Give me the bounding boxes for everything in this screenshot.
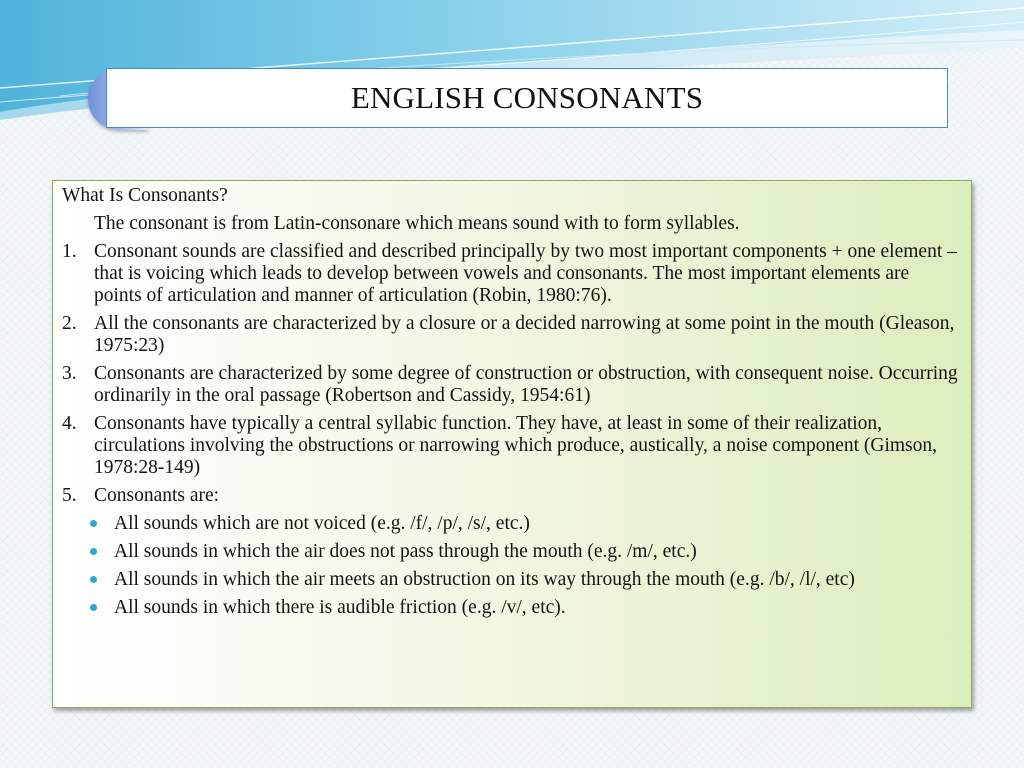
bullet-item — [90, 569, 961, 591]
bullet-text: All sounds in which there is audible friction (e.g. /v/, etc). — [114, 597, 566, 618]
content-box — [52, 180, 972, 708]
bullet-list — [62, 513, 961, 619]
list-item — [62, 363, 961, 407]
intro-paragraph: The consonant is from Latin-consonare which means sound with to form syllables. — [94, 213, 740, 234]
list-item-text: Consonant sounds are classified and described principally by two most important components + one element – that is voicing which leads to develop between vowels and consonants. The most important elements are points of articulation and manner of articulation (Robin, 1980:76). — [94, 241, 957, 306]
bullet-dot-icon — [90, 541, 114, 563]
list-item-number: 2. — [62, 313, 77, 334]
list-item — [62, 313, 961, 357]
slide-title: ENGLISH CONSONANTS — [350, 80, 704, 115]
list-item — [62, 413, 961, 479]
list-item-number: 4. — [62, 413, 77, 434]
bullet-text: All sounds in which the air does not pass through the mouth (e.g. /m/, etc.) — [114, 541, 697, 562]
bullet-item — [90, 597, 961, 619]
content-heading: What Is Consonants? — [62, 185, 228, 206]
bullet-dot-icon — [90, 513, 114, 535]
bullet-item — [90, 541, 961, 563]
bullet-dot-icon — [90, 569, 114, 591]
list-item-text: All the consonants are characterized by a closure or a decided narrowing at some point in the mouth (Gleason, 1975:23) — [94, 313, 955, 356]
list-item-text: Consonants are characterized by some degree of construction or obstruction, with consequent noise. Occurring ordinarily in the oral passage (Robertson and Cassidy, 1954:61) — [94, 363, 958, 406]
bullet-text: All sounds in which the air meets an obstruction on its way through the mouth (e.g. /b/, /l/, etc) — [114, 569, 855, 590]
list-item-number: 5. — [62, 485, 77, 506]
list-item-text: Consonants are: — [94, 485, 220, 506]
list-item-number: 1. — [62, 241, 77, 262]
title-bar — [88, 68, 948, 130]
bullet-dot-icon — [90, 597, 114, 619]
bullet-item — [90, 513, 961, 535]
title-box — [106, 68, 948, 128]
list-item-number: 3. — [62, 363, 77, 384]
bullet-text: All sounds which are not voiced (e.g. /f/, /p/, /s/, etc.) — [114, 513, 530, 534]
list-item-text: Consonants have typically a central syllabic function. They have, at least in some of their realization, circulations involving the obstructions or narrowing which produce, austically, a noise component (Gimson, 1978:28-149) — [94, 413, 938, 478]
list-item — [62, 241, 961, 307]
list-item — [62, 485, 961, 507]
